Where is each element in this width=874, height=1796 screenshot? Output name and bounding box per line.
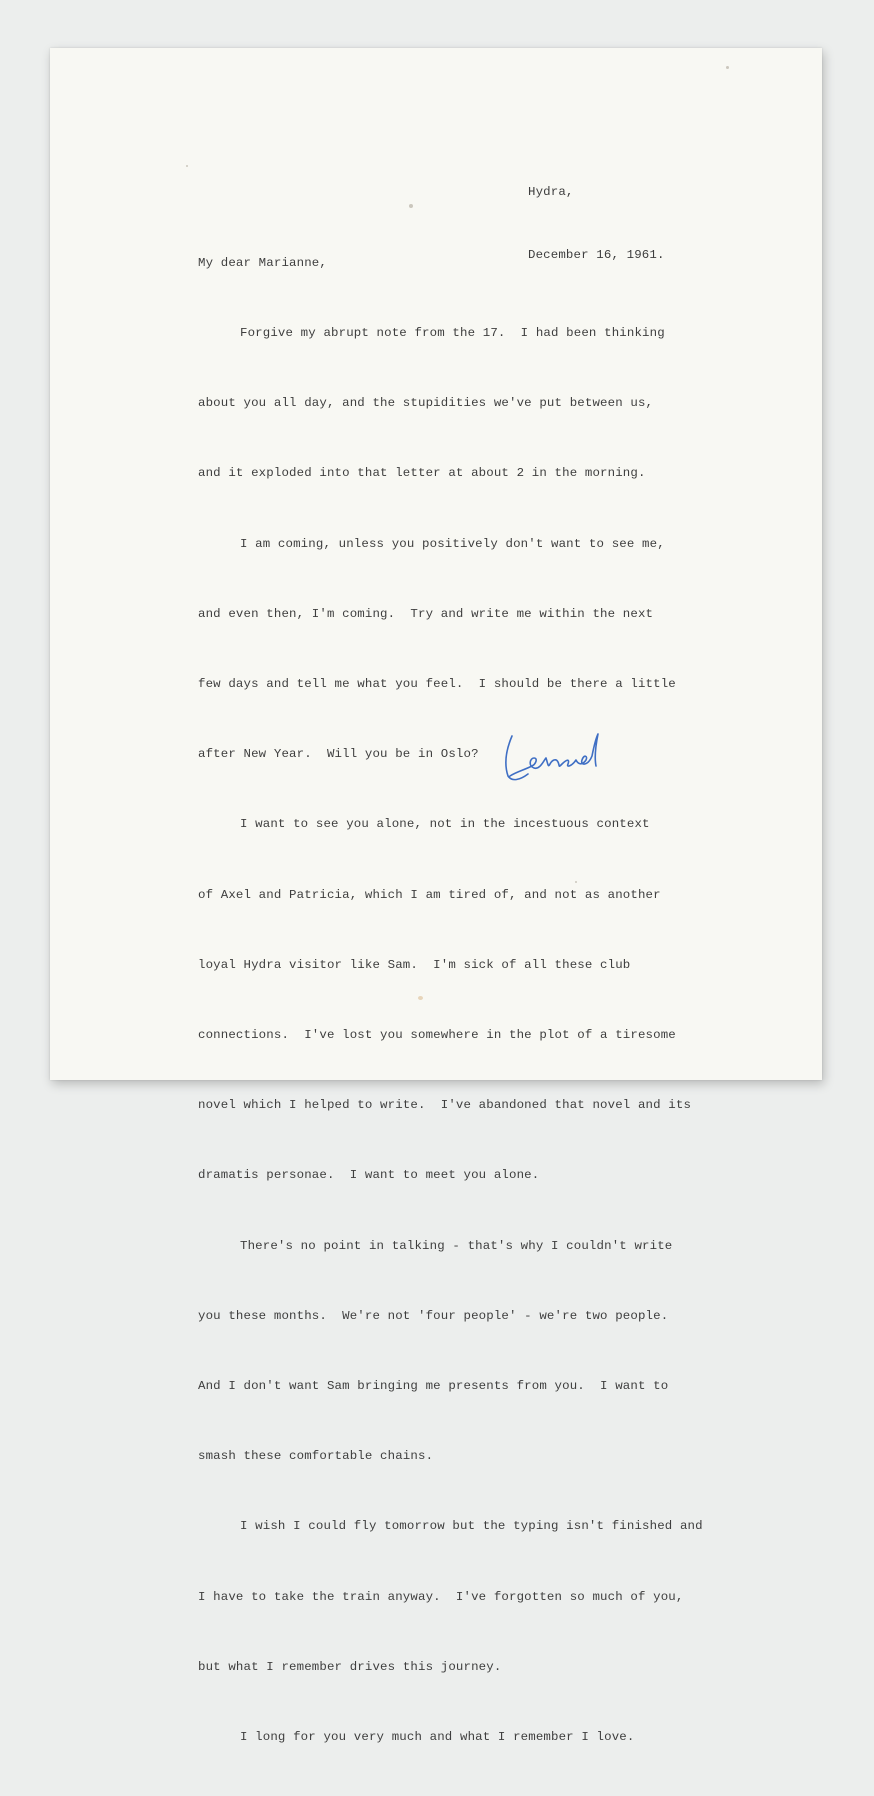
body-line: of Axel and Patricia, which I am tired of, and not as another [198, 887, 661, 902]
paper-speck [186, 165, 188, 167]
body-line: but what I remember drives this journey. [198, 1659, 502, 1674]
paper-speck [575, 881, 577, 883]
handwritten-signature [498, 720, 618, 790]
salutation: My dear Marianne, [198, 255, 327, 270]
paper-speck [409, 204, 413, 208]
body-line: and even then, I'm coming. Try and write me within the next [198, 606, 654, 621]
letter-place: Hydra, [528, 185, 574, 199]
body-line: I have to take the train anyway. I've forgotten so much of you, [198, 1589, 684, 1604]
letter-sheet [50, 48, 822, 1745]
paper-speck [726, 66, 729, 69]
body-line: Forgive my abrupt note from the 17. I had been thinking [240, 326, 665, 341]
body-line: I long for you very much and what I remember I love. [240, 1730, 635, 1745]
body-line: smash these comfortable chains. [198, 1449, 434, 1464]
letter-date: December 16, 1961. [528, 248, 665, 262]
body-line: few days and tell me what you feel. I should be there a little [198, 677, 676, 692]
body-line: There's no point in talking - that's why I couldn't write [240, 1238, 673, 1253]
letter-body [198, 205, 703, 1796]
body-line: after New Year. Will you be in Oslo? [198, 747, 479, 762]
body-line: And I don't want Sam bringing me presents from you. I want to [198, 1379, 669, 1394]
body-line: you these months. We're not 'four people' - we're two people. [198, 1308, 669, 1323]
body-line: dramatis personae. I want to meet you alone. [198, 1168, 540, 1183]
body-line: I want to see you alone, not in the incestuous context [240, 817, 650, 832]
body-line: loyal Hydra visitor like Sam. I'm sick of all these club [198, 957, 631, 972]
body-line: I wish I could fly tomorrow but the typing isn't finished and [240, 1519, 703, 1534]
paper-speck [418, 996, 423, 1000]
body-line: I am coming, unless you positively don't want to see me, [240, 536, 665, 551]
body-line: connections. I've lost you somewhere in the plot of a tiresome [198, 1028, 676, 1043]
body-line: about you all day, and the stupidities we've put between us, [198, 396, 654, 411]
signature-stroke [506, 734, 598, 780]
body-line: novel which I helped to write. I've abandoned that novel and its [198, 1098, 692, 1113]
body-line: and it exploded into that letter at about 2 in the morning. [198, 466, 646, 481]
